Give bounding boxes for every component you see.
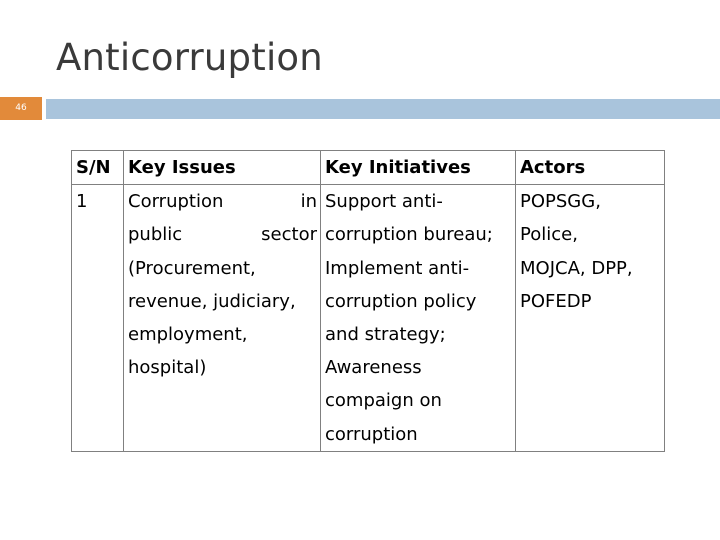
text-line: Corruption in xyxy=(128,191,317,213)
text-line: corruption bureau; xyxy=(325,224,493,246)
text-line: Implement anti- xyxy=(325,257,470,279)
slide-title: Anticorruption xyxy=(56,36,323,79)
table-header-row xyxy=(72,151,665,185)
text-line: and strategy; xyxy=(325,324,446,346)
text-line: Awareness xyxy=(325,357,422,379)
cell-key-initiatives xyxy=(321,185,516,452)
header-sn: S/N xyxy=(72,151,124,185)
text-line: corruption xyxy=(325,423,418,445)
text-line: (Procurement, xyxy=(128,257,256,279)
text-line: Police, xyxy=(520,224,578,246)
text-line: public sector xyxy=(128,224,317,246)
title-rule-bar xyxy=(46,99,720,119)
slide-number-badge: 46 xyxy=(0,97,42,120)
header-key-issues: Key Issues xyxy=(124,151,321,185)
table-row xyxy=(72,185,665,452)
text-line: revenue, judiciary, xyxy=(128,290,296,312)
text-line: employment, xyxy=(128,324,248,346)
cell-key-issues xyxy=(124,185,321,452)
header-actors: Actors xyxy=(516,151,665,185)
cell-sn: 1 xyxy=(72,185,124,452)
header-key-initiatives: Key Initiatives xyxy=(321,151,516,185)
anticorruption-table xyxy=(71,150,665,452)
text-line: Support anti- xyxy=(325,191,443,213)
text-line: MOJCA, DPP, xyxy=(520,257,633,279)
text-line: hospital) xyxy=(128,357,207,379)
text-line: corruption policy xyxy=(325,290,477,312)
text-line: POFEDP xyxy=(520,290,592,312)
text-line: POPSGG, xyxy=(520,191,601,213)
text-line: compaign on xyxy=(325,390,442,412)
cell-actors xyxy=(516,185,665,452)
